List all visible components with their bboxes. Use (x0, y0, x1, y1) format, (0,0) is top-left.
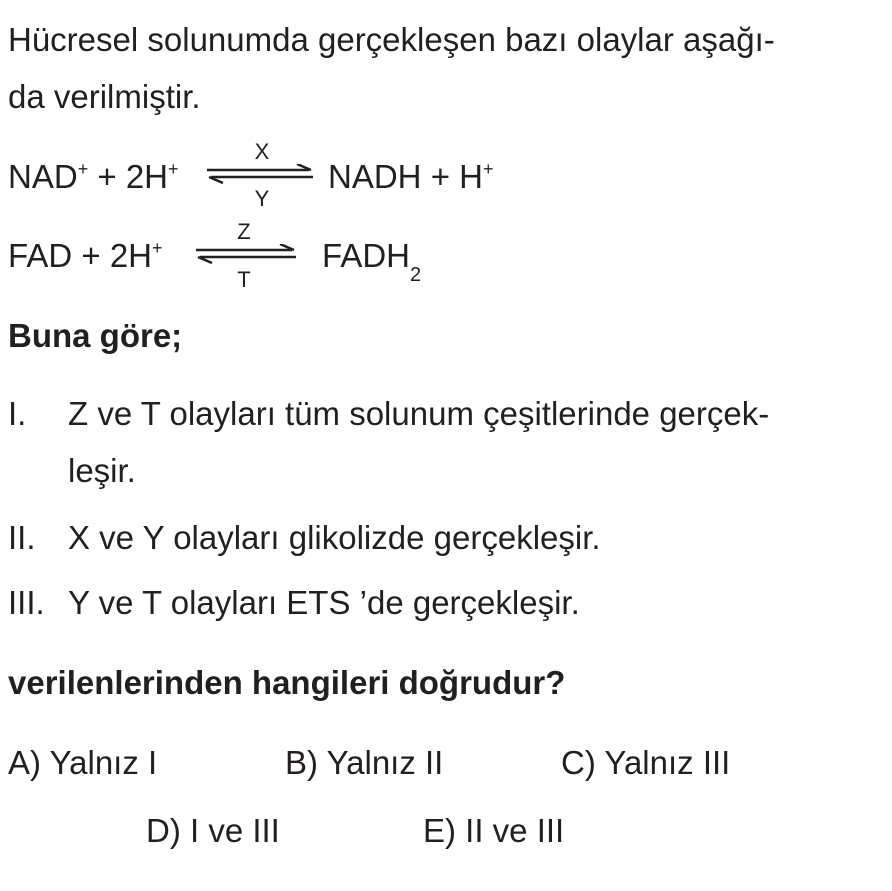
plus-sign: + (430, 158, 450, 195)
reaction-2-reactants (8, 236, 163, 276)
statement-1-line-1: Z ve T olayları tüm solunum çeşitlerinde gerçek- (68, 395, 770, 432)
reactant-2h: 2H (125, 158, 169, 195)
statement-1-line-2: leşir. (68, 452, 136, 489)
reaction-2-products (322, 236, 422, 286)
arrow-label-z: Z (237, 219, 251, 244)
reaction-1-reactants (8, 157, 179, 197)
reversible-arrow-icon (205, 164, 315, 184)
plus-sign: + (97, 158, 117, 195)
question: verilenlerinden hangileri doğrudur? (8, 664, 566, 701)
plus-sign: + (81, 237, 101, 274)
intro-line-2: da verilmiştir. (8, 78, 201, 115)
option-e[interactable]: E) II ve III (423, 812, 565, 849)
statement-3-line-1: Y ve T olayları ETS ’de gerçekleşir. (68, 584, 580, 621)
reactant-2h-charge: + (152, 238, 163, 258)
prompt: Buna göre; (8, 317, 183, 354)
product-h-charge: + (482, 159, 494, 179)
reaction-1-products (328, 157, 494, 197)
reactant-fad: FAD (8, 237, 73, 274)
option-b[interactable]: B) Yalnız II (285, 744, 444, 781)
statement-1-numeral: I. (8, 395, 27, 432)
product-h: H (459, 158, 483, 195)
intro-line-1: Hücresel solunumda gerçekleşen bazı olaylar aşağı- (8, 21, 775, 58)
reactant-2h-charge: + (168, 159, 179, 179)
product-nadh: NADH (328, 158, 422, 195)
statement-2-numeral: II. (8, 519, 36, 556)
reactant-2h: 2H (109, 237, 152, 274)
option-d[interactable]: D) I ve III (146, 812, 280, 849)
statement-3-numeral: III. (8, 584, 45, 621)
reversible-arrow-icon (194, 244, 298, 264)
option-a[interactable]: A) Yalnız I (8, 744, 158, 781)
arrow-label-y: Y (254, 186, 270, 211)
reactant-nad-charge: + (77, 159, 89, 179)
arrow-label-t: T (237, 267, 251, 292)
statement-2-line-1: X ve Y olayları glikolizde gerçekleşir. (68, 519, 601, 556)
product-fadh-subscript: 2 (410, 264, 422, 286)
option-c[interactable]: C) Yalnız III (561, 744, 731, 781)
reactant-nad: NAD (8, 158, 78, 195)
product-fadh: FADH (322, 237, 411, 274)
arrow-label-x: X (254, 139, 270, 164)
